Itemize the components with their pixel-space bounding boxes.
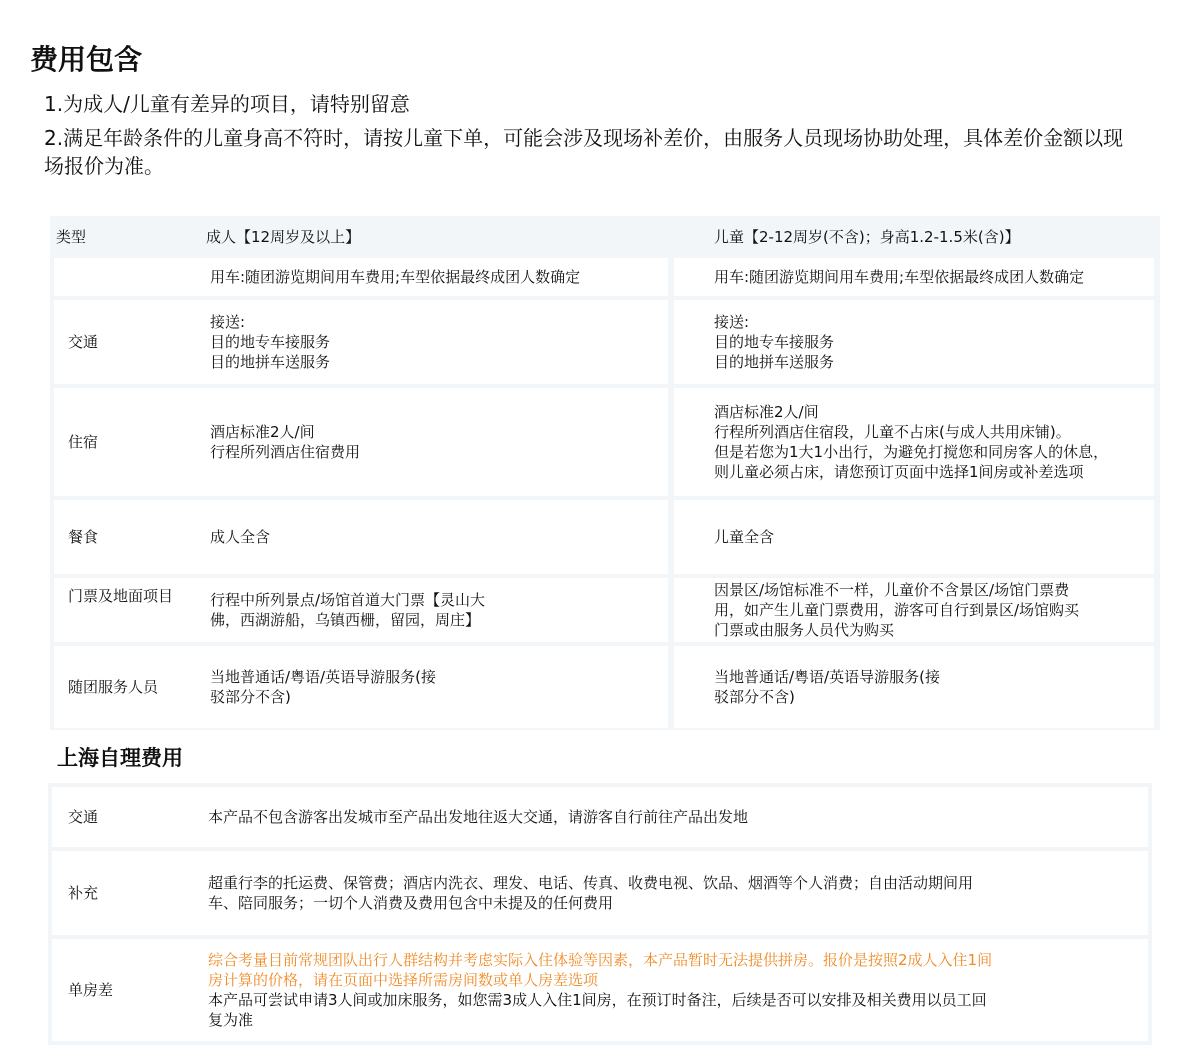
table-row [54, 500, 668, 574]
table-row [54, 258, 668, 296]
table-row [54, 578, 668, 642]
row-value [208, 939, 1108, 1041]
value-line: 本产品可尝试申请3人间或加床服务，如您需3成人入住1间房，在预订时备注，后续是否可以安排及相关费用以员工回 [208, 991, 987, 1009]
row-label: 随团服务人员 [68, 678, 159, 696]
adult-line: 成人全含 [210, 528, 271, 546]
row-value [208, 787, 1108, 847]
adult-line: 接送: [210, 313, 246, 331]
adult-line: 酒店标准2人/间 [210, 423, 315, 441]
notes [44, 90, 1124, 186]
fee-included-table [50, 216, 1160, 730]
table-row-child [674, 500, 1154, 574]
child-line: 当地普通话/粤语/英语导游服务(接 [714, 668, 940, 686]
value-line: 超重行李的托运费、保管费；酒店内洗衣、理发、电话、传真、收费电视、饮品、烟酒等个人消费；自由活动期间用 [208, 874, 974, 892]
row-label: 住宿 [68, 433, 99, 451]
page-title: 费用包含 [30, 43, 143, 76]
table-row [52, 851, 1148, 935]
header-type: 类型 [56, 228, 87, 246]
child-line: 用车:随团游览期间用车费用;车型依据最终成团人数确定 [714, 268, 1085, 286]
adult-line: 行程中所列景点/场馆首道大门票【灵山大 [210, 591, 486, 609]
row-label: 单房差 [68, 981, 114, 999]
row-label: 交通 [68, 333, 99, 351]
value-line: 本产品不包含游客出发城市至产品出发地往返大交通，请游客自行前往产品出发地 [208, 808, 749, 826]
row-label: 交通 [68, 808, 99, 826]
child-line: 行程所列酒店住宿段，儿童不占床(与成人共用床铺)。 [714, 423, 1071, 441]
section-title: 上海自理费用 [57, 746, 183, 770]
table-row [52, 939, 1148, 1041]
child-line: 酒店标准2人/间 [714, 403, 819, 421]
table-row-child [674, 300, 1154, 384]
adult-line: 驳部分不含) [210, 688, 291, 706]
table-header [50, 216, 1160, 254]
table-row [54, 300, 668, 384]
value-line: 车、陪同服务；一切个人消费及费用包含中未提及的任何费用 [208, 894, 614, 912]
child-line: 驳部分不含) [714, 688, 795, 706]
value-line: 复为准 [208, 1011, 254, 1029]
adult-line: 目的地专车接服务 [210, 333, 331, 351]
child-line: 门票或由服务人员代为购买 [714, 621, 895, 639]
adult-line: 当地普通话/粤语/英语导游服务(接 [210, 668, 436, 686]
adult-line: 行程所列酒店住宿费用 [210, 443, 361, 461]
adult-line: 佛，西湖游船，乌镇西栅，留园，周庄】 [210, 611, 481, 629]
table-row-child [674, 646, 1154, 728]
child-line: 接送: [714, 313, 750, 331]
table-row-child [674, 258, 1154, 296]
table-row [52, 787, 1148, 847]
child-line: 则儿童必须占床，请您预订页面中选择1间房或补差选项 [714, 463, 1084, 481]
child-line: 但是若您为1大1小出行，为避免打搅您和同房客人的休息， [714, 443, 1109, 461]
child-line: 目的地拼车送服务 [714, 353, 835, 371]
child-line: 用，如产生儿童门票费用，游客可自行到景区/场馆购买 [714, 601, 1080, 619]
highlight-line: 房计算的价格，请在页面中选择所需房间数或单人房差选项 [208, 971, 599, 989]
self-paid-table [48, 783, 1152, 1045]
header-adult: 成人【12周岁及以上】 [206, 228, 361, 246]
adult-line: 用车:随团游览期间用车费用;车型依据最终成团人数确定 [210, 268, 581, 286]
note-2: 2.满足年龄条件的儿童身高不符时，请按儿童下单，可能会涉及现场补差价，由服务人员现场协助处理，具体差价金额以现场报价为准。 [44, 126, 1124, 178]
row-label: 补充 [68, 884, 99, 902]
table-row-child [674, 388, 1154, 496]
child-line: 目的地专车接服务 [714, 333, 835, 351]
table-row [54, 388, 668, 496]
row-value [208, 851, 1108, 935]
child-line: 儿童全含 [714, 528, 775, 546]
highlight-line: 综合考量目前常规团队出行人群结构并考虑实际入住体验等因素，本产品暂时无法提供拼房。报价是按照2成人入住1间 [208, 951, 993, 969]
row-label: 门票及地面项目 [68, 587, 174, 605]
note-1: 1.为成人/儿童有差异的项目，请特别留意 [44, 92, 410, 116]
row-label: 餐食 [68, 528, 99, 546]
header-child: 儿童【2-12周岁(不含)；身高1.2-1.5米(含)】 [714, 228, 1020, 246]
table-row-child [674, 578, 1154, 642]
table-row [54, 646, 668, 728]
adult-line: 目的地拼车送服务 [210, 353, 331, 371]
child-line: 因景区/场馆标准不一样，儿童价不含景区/场馆门票费 [714, 581, 1070, 599]
